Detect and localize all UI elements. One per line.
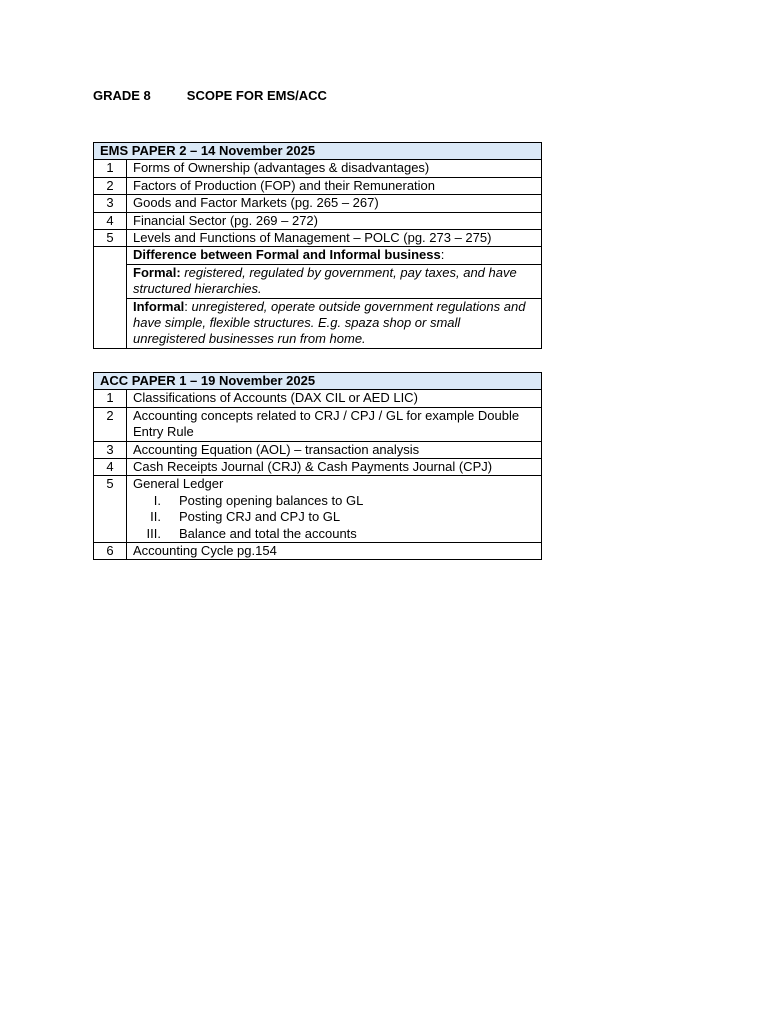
list-item-text: Posting opening balances to GL	[179, 492, 364, 508]
row-topic: Levels and Functions of Management – POLC (pg. 273 – 275)	[127, 230, 542, 247]
informal-label: Informal	[133, 298, 185, 314]
acc-paper-title: ACC PAPER 1 – 19 November 2025	[94, 373, 542, 390]
table-row	[94, 407, 542, 441]
row-number: 6	[94, 543, 127, 560]
table-row	[94, 195, 542, 212]
difference-title-cell	[127, 247, 542, 264]
row-number: 1	[94, 390, 127, 407]
table-row	[94, 298, 542, 348]
informal-text: unregistered, operate outside government regulations and have simple, flexible structures. E.g. spaza shop or small unregistered businesses run from home.	[133, 298, 526, 347]
row-number: 2	[94, 177, 127, 194]
row-number: 4	[94, 459, 127, 476]
roman-numeral: III.	[146, 525, 161, 541]
scope-title: SCOPE FOR EMS/ACC	[186, 88, 327, 103]
formal-text: registered, regulated by government, pay taxes, and have structured hierarchies.	[133, 264, 517, 297]
difference-title: Difference between Formal and Informal business	[133, 247, 441, 263]
formal-definition	[127, 264, 542, 298]
row-topic: Forms of Ownership (advantages & disadvantages)	[127, 160, 542, 177]
general-ledger-cell	[127, 476, 542, 543]
row-number: 5	[94, 476, 127, 543]
general-ledger-title: General Ledger	[133, 476, 224, 492]
row-number-empty	[94, 247, 127, 348]
list-item	[133, 509, 535, 525]
row-number: 3	[94, 441, 127, 458]
row-topic: Goods and Factor Markets (pg. 265 – 267)	[127, 195, 542, 212]
table-row	[94, 177, 542, 194]
row-topic: Classifications of Accounts (DAX CIL or AED LIC)	[127, 390, 542, 407]
table-row	[94, 390, 542, 407]
row-topic: Financial Sector (pg. 269 – 272)	[127, 212, 542, 229]
row-number: 4	[94, 212, 127, 229]
list-item	[133, 526, 535, 542]
row-topic: Accounting Cycle pg.154	[127, 543, 542, 560]
informal-definition	[127, 298, 542, 348]
row-topic: Factors of Production (FOP) and their Remuneration	[127, 177, 542, 194]
row-topic: Accounting Equation (AOL) – transaction analysis	[127, 441, 542, 458]
row-topic: Accounting concepts related to CRJ / CPJ / GL for example Double Entry Rule	[127, 407, 542, 441]
ems-scope-table	[93, 142, 542, 349]
row-number: 5	[94, 230, 127, 247]
roman-numeral: I.	[153, 492, 161, 508]
roman-numeral: II.	[150, 509, 161, 525]
table-row	[94, 264, 542, 298]
difference-title-colon: :	[440, 247, 445, 263]
acc-table-header	[94, 373, 542, 390]
table-row	[94, 476, 542, 543]
table-row	[94, 212, 542, 229]
ems-paper-title: EMS PAPER 2 – 14 November 2025	[94, 143, 542, 160]
row-number: 1	[94, 160, 127, 177]
table-row	[94, 160, 542, 177]
table-row	[94, 441, 542, 458]
formal-label: Formal:	[133, 264, 181, 280]
ems-table-header	[94, 143, 542, 160]
table-row	[94, 230, 542, 247]
row-topic: Cash Receipts Journal (CRJ) & Cash Payments Journal (CPJ)	[127, 459, 542, 476]
list-item	[133, 493, 535, 509]
acc-scope-table	[93, 372, 542, 560]
list-item-text: Posting CRJ and CPJ to GL	[179, 509, 341, 525]
page-heading	[93, 88, 327, 103]
grade-label: GRADE 8	[93, 88, 151, 103]
table-row	[94, 459, 542, 476]
list-item-text: Balance and total the accounts	[179, 525, 357, 541]
table-row	[94, 543, 542, 560]
row-number: 3	[94, 195, 127, 212]
informal-colon: :	[184, 298, 188, 314]
row-number: 2	[94, 407, 127, 441]
table-row	[94, 247, 542, 264]
